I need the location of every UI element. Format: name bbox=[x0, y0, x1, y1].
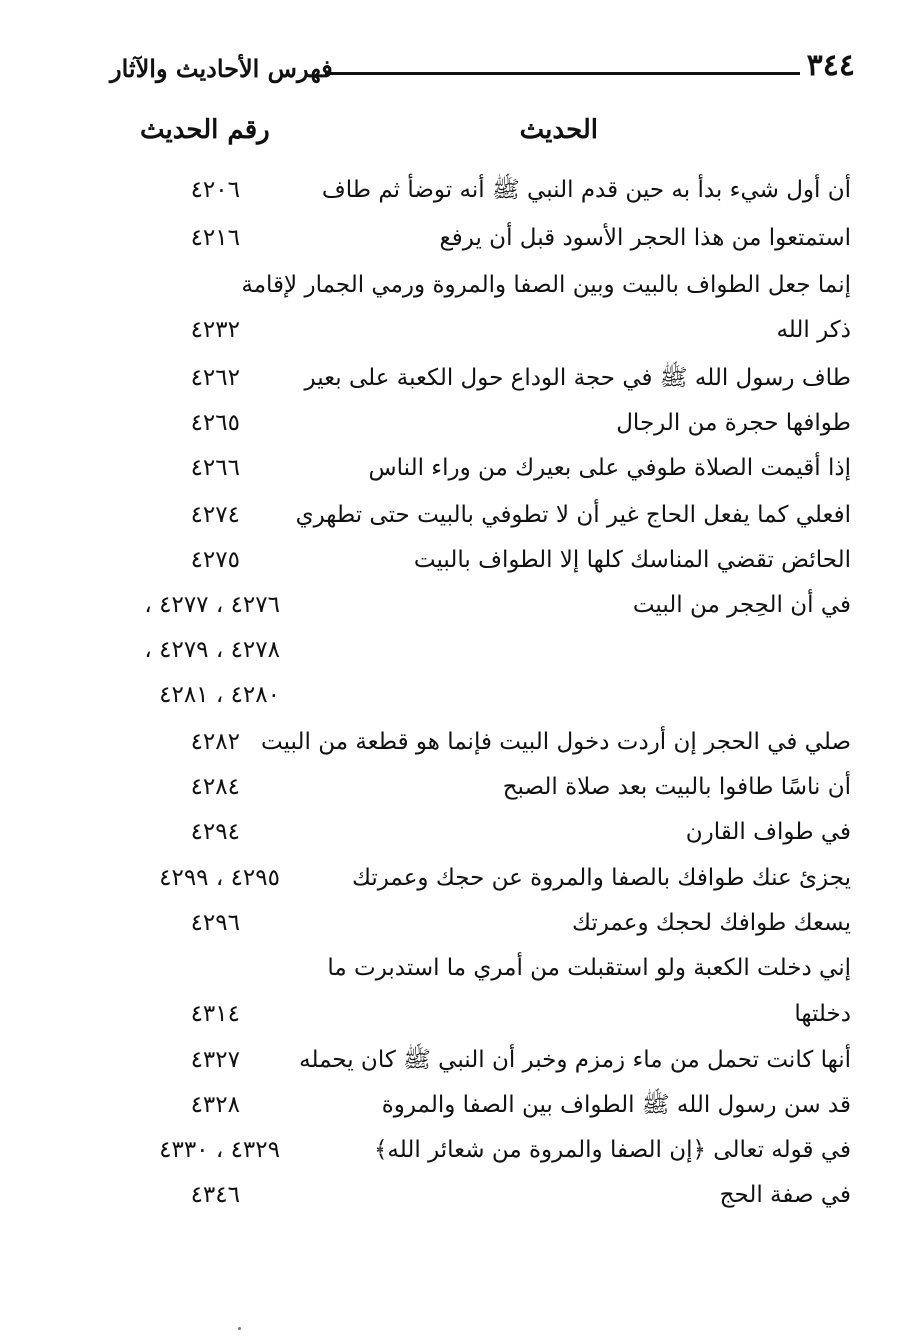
index-row bbox=[0, 675, 923, 715]
index-row bbox=[0, 585, 923, 625]
hadith-text: صلي في الحجر إن أردت دخول البيت فإنما هو قطعة من البيت bbox=[261, 729, 851, 755]
hadith-text: إني دخلت الكعبة ولو استقبلت من أمري ما استدبرت ما bbox=[327, 955, 851, 981]
hadith-number: ٤٣٢٧ bbox=[190, 1047, 240, 1073]
hadith-number: ٤٢٦٢ bbox=[190, 365, 240, 391]
page-header bbox=[110, 48, 855, 98]
hadith-text: يسعك طوافك لحجك وعمرتك bbox=[572, 910, 851, 936]
index-row bbox=[0, 767, 923, 807]
header-rule bbox=[325, 72, 800, 75]
hadith-text: ذكر الله bbox=[776, 317, 851, 343]
hadith-number: ٤٣١٤ bbox=[190, 1001, 240, 1027]
hadith-text: في صفة الحج bbox=[719, 1182, 851, 1208]
hadith-text: أنها كانت تحمل من ماء زمزم وخبر أن النبي ﷺ كان يحمله bbox=[299, 1047, 851, 1073]
page-speck bbox=[238, 1327, 241, 1330]
hadith-number: ٤٢٨٠ ، ٤٢٨١ bbox=[159, 682, 280, 708]
index-row bbox=[0, 630, 923, 670]
hadith-number: ٤٢٩٥ ، ٤٢٩٩ bbox=[159, 865, 280, 891]
index-row bbox=[0, 310, 923, 350]
index-row bbox=[0, 722, 923, 762]
hadith-number: ٤٢٧٦ ، ٤٢٧٧ ، bbox=[144, 592, 280, 618]
index-row bbox=[0, 358, 923, 398]
index-row bbox=[0, 1040, 923, 1080]
hadith-number: ٤٢٦٥ bbox=[190, 410, 240, 436]
index-row bbox=[0, 1130, 923, 1170]
column-header-hadith: الحديث bbox=[519, 115, 598, 145]
hadith-number: ٤٢٨٤ bbox=[190, 774, 240, 800]
hadith-text: استمتعوا من هذا الحجر الأسود قبل أن يرفع bbox=[439, 225, 851, 251]
hadith-text: طاف رسول الله ﷺ في حجة الوداع حول الكعبة على بعير bbox=[304, 365, 851, 391]
hadith-text: إذا أقيمت الصلاة طوفي على بعيرك من وراء الناس bbox=[368, 455, 851, 481]
index-row bbox=[0, 495, 923, 535]
hadith-number: ٤٢٧٤ bbox=[190, 502, 240, 528]
index-row bbox=[0, 858, 923, 898]
hadith-number: ٤٢٠٦ bbox=[190, 177, 240, 203]
hadith-text: دخلتها bbox=[794, 1001, 851, 1027]
hadith-text: في قوله تعالى ﴿إن الصفا والمروة من شعائر الله﴾ bbox=[373, 1137, 851, 1163]
index-row bbox=[0, 948, 923, 988]
hadith-text: طوافها حجرة من الرجال bbox=[616, 410, 851, 436]
index-row bbox=[0, 812, 923, 852]
index-row bbox=[0, 403, 923, 443]
index-row bbox=[0, 448, 923, 488]
index-row bbox=[0, 218, 923, 258]
hadith-number: ٤٢٧٨ ، ٤٢٧٩ ، bbox=[144, 637, 280, 663]
index-row bbox=[0, 265, 923, 305]
hadith-text: أن أول شيء بدأ به حين قدم النبي ﷺ أنه توضأ ثم طاف bbox=[321, 177, 851, 203]
index-row bbox=[0, 1085, 923, 1125]
hadith-text: إنما جعل الطواف بالبيت وبين الصفا والمروة ورمي الجمار لإقامة bbox=[241, 272, 851, 298]
index-row bbox=[0, 540, 923, 580]
index-row bbox=[0, 170, 923, 210]
hadith-number: ٤٣٤٦ bbox=[190, 1182, 240, 1208]
hadith-number: ٤٢٩٤ bbox=[190, 819, 240, 845]
header-title: فهرس الأحاديث والآثار bbox=[110, 54, 333, 83]
hadith-number: ٤٢٩٦ bbox=[190, 910, 240, 936]
hadith-number: ٤٣٢٩ ، ٤٣٣٠ bbox=[159, 1137, 280, 1163]
hadith-text: يجزئ عنك طوافك بالصفا والمروة عن حجك وعمرتك bbox=[351, 865, 851, 891]
hadith-number: ٤٢٧٥ bbox=[190, 547, 240, 573]
hadith-number: ٤٢١٦ bbox=[190, 225, 240, 251]
hadith-text: أن ناسًا طافوا بالبيت بعد صلاة الصبح bbox=[502, 774, 851, 800]
hadith-number: ٤٢٦٦ bbox=[190, 455, 240, 481]
page-number: ٣٤٤ bbox=[806, 48, 855, 83]
hadith-text: قد سن رسول الله ﷺ الطواف بين الصفا والمروة bbox=[381, 1092, 851, 1118]
hadith-text: في أن الحِجر من البيت bbox=[632, 592, 851, 618]
index-row bbox=[0, 903, 923, 943]
column-header-number: رقم الحديث bbox=[140, 115, 270, 145]
hadith-number: ٤٢٣٢ bbox=[190, 317, 240, 343]
hadith-text: الحائض تقضي المناسك كلها إلا الطواف بالبيت bbox=[413, 547, 851, 573]
hadith-number: ٤٢٨٢ bbox=[190, 729, 240, 755]
hadith-text: افعلي كما يفعل الحاج غير أن لا تطوفي بالبيت حتى تطهري bbox=[295, 502, 851, 528]
index-row bbox=[0, 994, 923, 1034]
hadith-text: في طواف القارن bbox=[685, 819, 851, 845]
index-row bbox=[0, 1175, 923, 1215]
hadith-number: ٤٣٢٨ bbox=[190, 1092, 240, 1118]
